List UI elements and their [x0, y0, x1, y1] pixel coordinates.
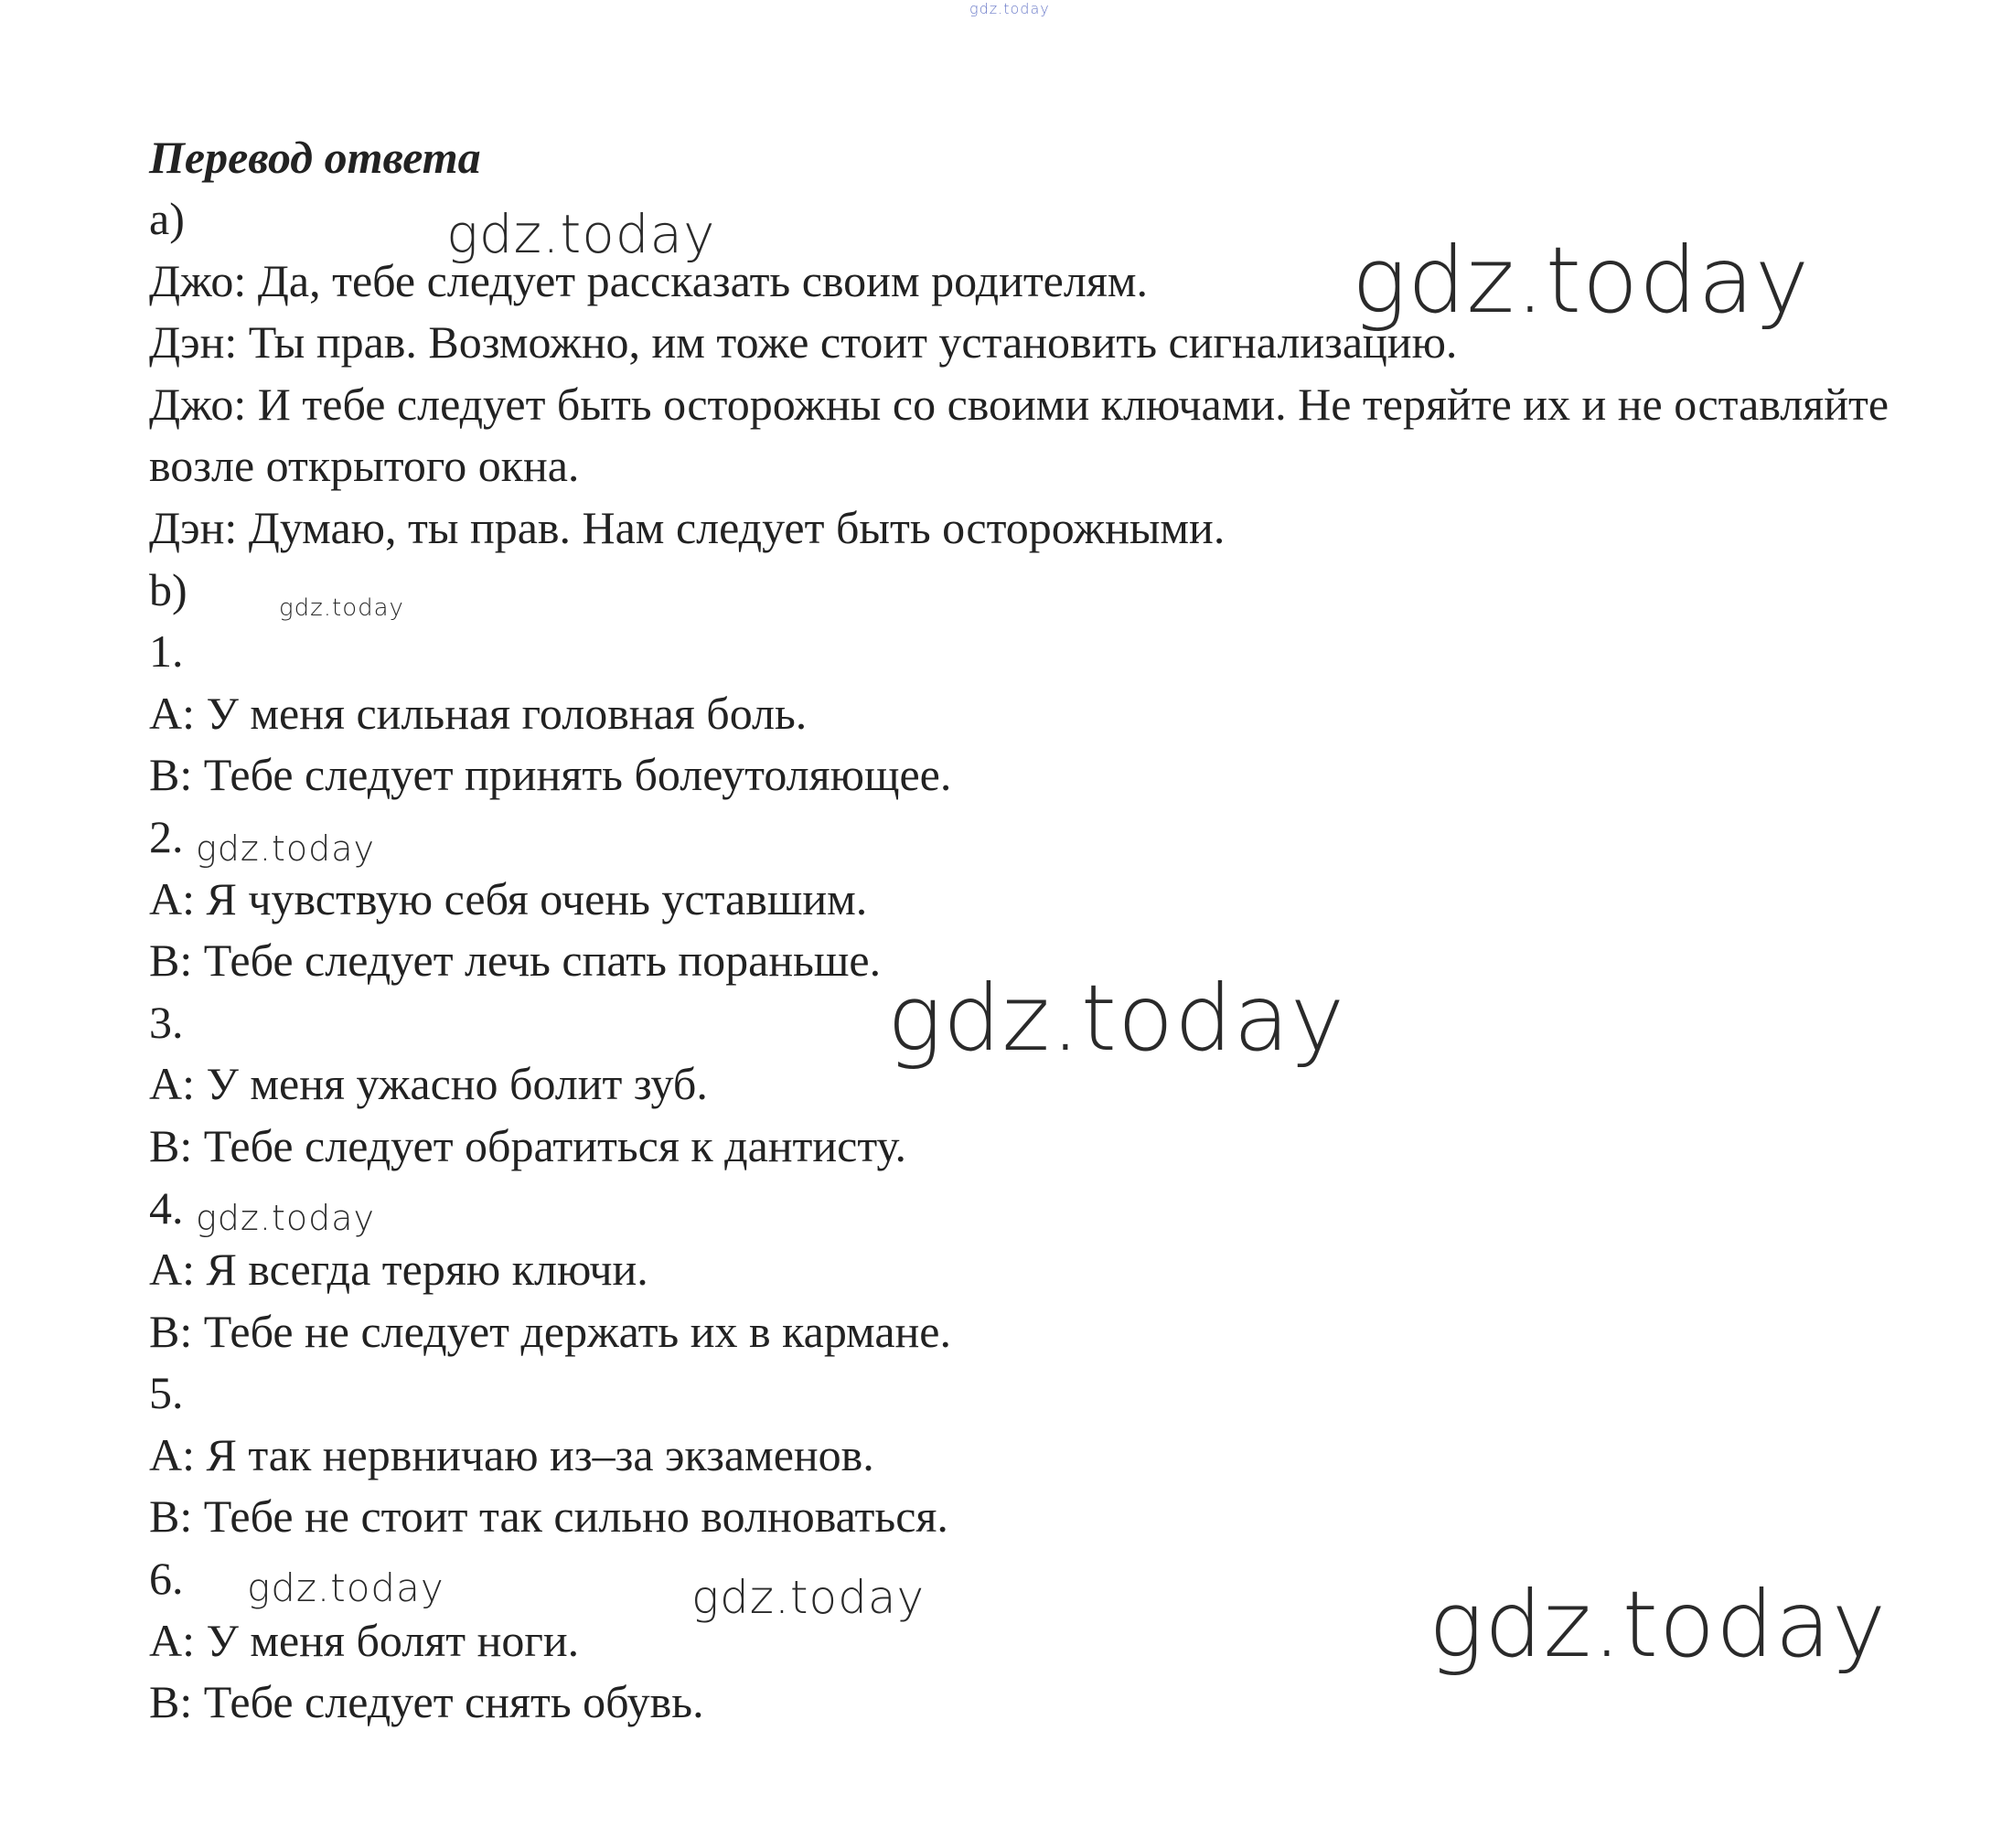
dialogue-number: 3.: [149, 996, 184, 1048]
watermark: gdz.today: [247, 1565, 444, 1610]
watermark: gdz.today: [1429, 1571, 1888, 1678]
watermark: gdz.today: [279, 594, 404, 622]
watermark: gdz.today: [196, 828, 375, 869]
section-label-b: b): [149, 563, 187, 615]
dialogue-line-b: B: Тебе следует снять обувь.: [149, 1676, 704, 1728]
dialogue-number: 1.: [149, 625, 184, 678]
dialogue-line-a: A: У меня ужасно болит зуб.: [149, 1058, 708, 1110]
dialogue-line-b: B: Тебе следует лечь спать пораньше.: [149, 935, 882, 987]
dialogue-line-a: A: Я всегда теряю ключи.: [149, 1244, 648, 1296]
dialogue-number: 5.: [149, 1367, 184, 1419]
dialogue-line: Джо: Да, тебе следует рассказать своим родителям.: [149, 254, 1148, 306]
dialogue-line-b: B: Тебе не следует держать их в кармане.: [149, 1305, 952, 1357]
watermark: gdz.today: [446, 203, 716, 265]
dialogue-line-b: B: Тебе следует принять болеутоляющее.: [149, 749, 952, 801]
dialogue-line-a: A: Я чувствую себя очень уставшим.: [149, 872, 868, 924]
watermark: gdz.today: [691, 1571, 926, 1624]
watermark: gdz.today: [196, 1198, 375, 1238]
dialogue-line: Дэн: Ты прав. Возможно, им тоже стоит установить сигнализацию.: [149, 316, 1458, 369]
dialogue-line: Джо: И тебе следует быть осторожны со своими ключами. Не теряйте их и не оставляйте возле открытого окна.: [149, 378, 1890, 492]
dialogue-line-a: A: У меня сильная головная боль.: [149, 687, 808, 739]
dialogue-number: 6.: [149, 1553, 184, 1605]
watermark: gdz.today: [887, 965, 1346, 1072]
dialogue-line-b: B: Тебе следует обратиться к дантисту.: [149, 1119, 907, 1171]
dialogue-line-a: A: У меня болят ноги.: [149, 1614, 580, 1666]
dialogue-number: 2.: [149, 810, 184, 862]
watermark: gdz.today: [969, 0, 1050, 17]
dialogue-line: Дэн: Думаю, ты прав. Нам следует быть осторожными.: [149, 501, 1226, 553]
watermark: gdz.today: [1352, 227, 1811, 334]
dialogue-line-a: A: Я так нервничаю из–за экзаменов.: [149, 1428, 874, 1480]
dialogue-number: 4.: [149, 1181, 184, 1234]
dialogue-line-b: B: Тебе не стоит так сильно волноваться.: [149, 1490, 948, 1543]
page-title: Перевод ответа: [149, 132, 481, 183]
section-label-a: a): [149, 193, 185, 244]
document-body: [149, 126, 1942, 1734]
